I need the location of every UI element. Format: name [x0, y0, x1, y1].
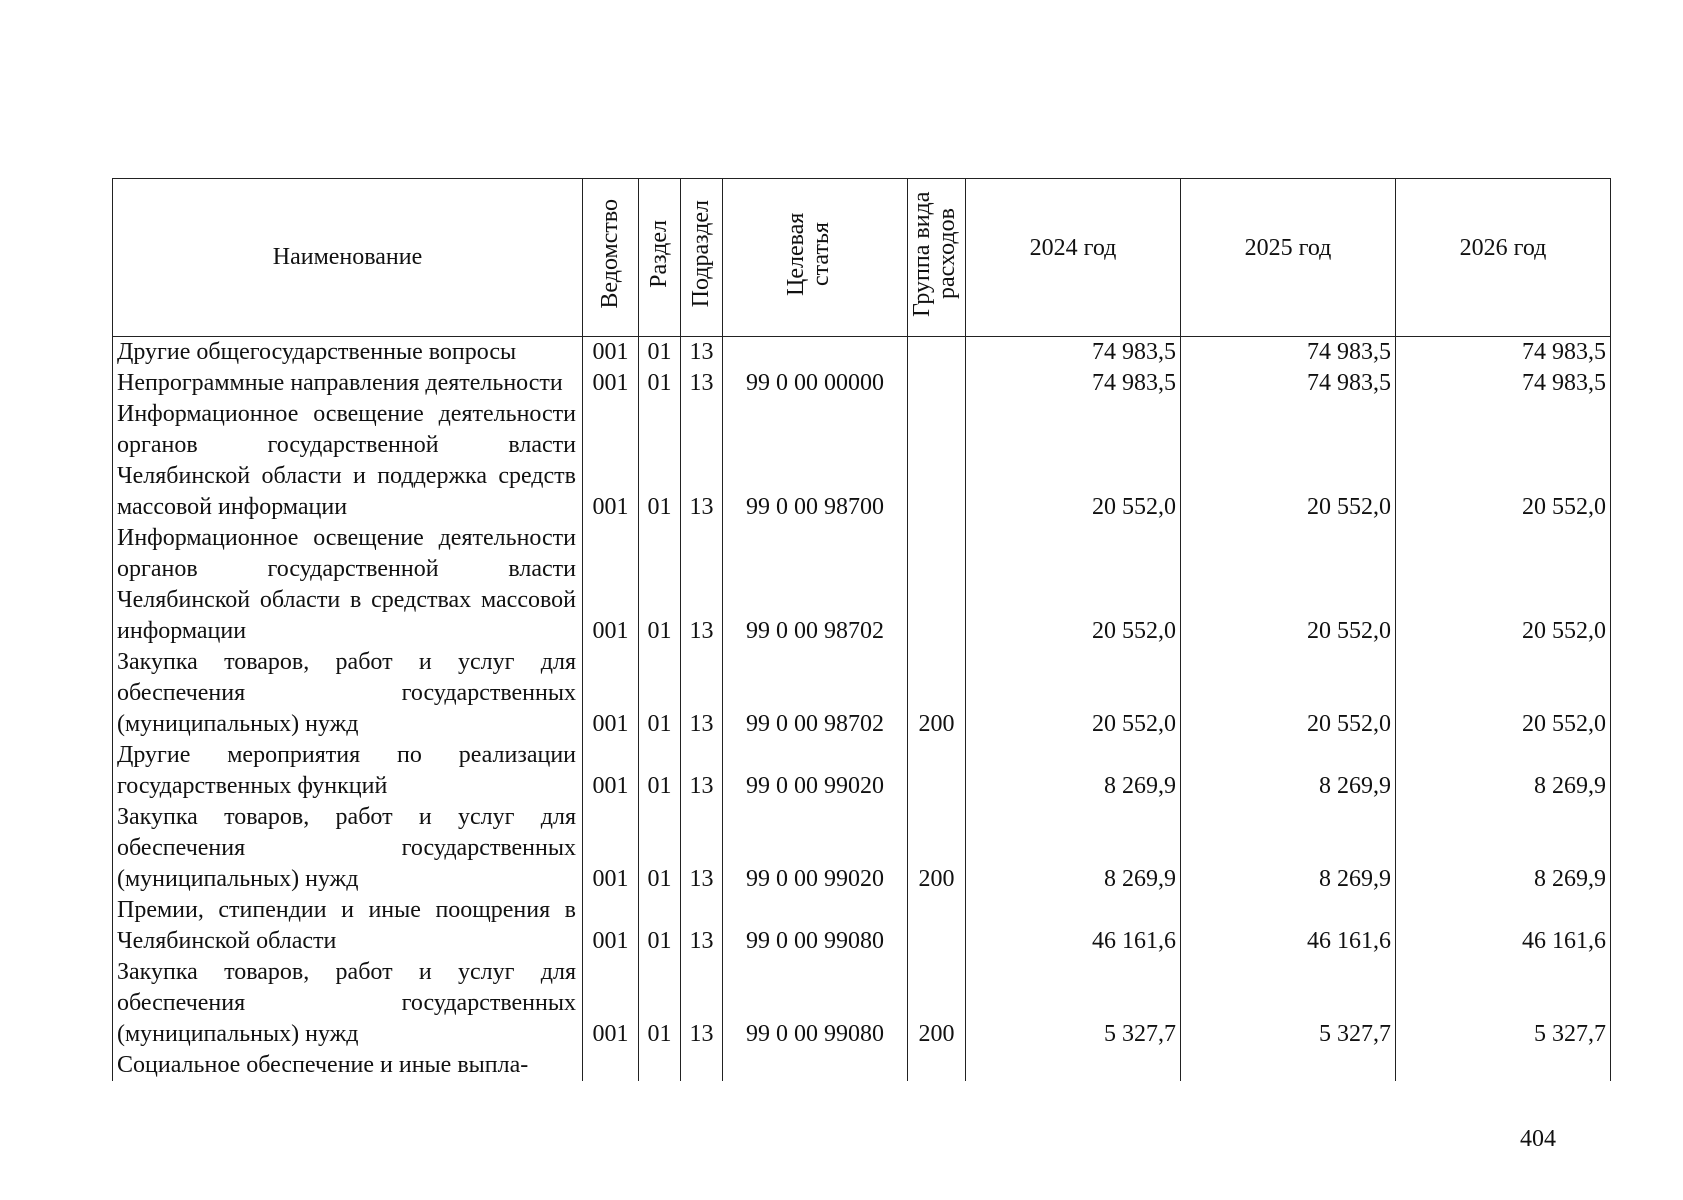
- row-value-2025: 74 983,5: [1181, 337, 1396, 369]
- row-name: Закупка товаров, работ и услуг для обеспечения государственных (муниципальных) нужд: [113, 647, 583, 740]
- row-department: 001: [583, 740, 639, 802]
- row-target-article: 99 0 00 99020: [723, 740, 908, 802]
- row-department: 001: [583, 368, 639, 399]
- row-department: 001: [583, 802, 639, 895]
- header-year-2026: 2026 год: [1396, 179, 1611, 337]
- row-subsection: [681, 1050, 723, 1081]
- header-year-2025: 2025 год: [1181, 179, 1396, 337]
- row-value-2026: 74 983,5: [1396, 368, 1611, 399]
- table-row: [113, 740, 1611, 802]
- row-value-2026: 20 552,0: [1396, 399, 1611, 523]
- row-section: 01: [639, 647, 681, 740]
- row-department: 001: [583, 523, 639, 647]
- row-value-2025: 8 269,9: [1181, 740, 1396, 802]
- row-subsection: 13: [681, 647, 723, 740]
- row-section: 01: [639, 337, 681, 369]
- row-department: 001: [583, 647, 639, 740]
- header-name: Наименование: [113, 179, 583, 337]
- row-expense-group: [908, 337, 966, 369]
- row-name: Непрограммные направления деятельности: [113, 368, 583, 399]
- row-target-article: 99 0 00 99080: [723, 895, 908, 957]
- row-target-article: 99 0 00 99020: [723, 802, 908, 895]
- row-value-2024: 5 327,7: [966, 957, 1181, 1050]
- row-department: 001: [583, 399, 639, 523]
- row-name: Премии, стипендии и иные поощрения в Челябинской области: [113, 895, 583, 957]
- row-value-2024: 74 983,5: [966, 368, 1181, 399]
- row-value-2025: 20 552,0: [1181, 523, 1396, 647]
- row-subsection: 13: [681, 399, 723, 523]
- row-section: [639, 1050, 681, 1081]
- row-name: Информационное освещение деятельности органов государственной власти Челябинской области и поддержка средств массовой информации: [113, 399, 583, 523]
- row-value-2025: 74 983,5: [1181, 368, 1396, 399]
- row-target-article: 99 0 00 98700: [723, 399, 908, 523]
- row-name: Закупка товаров, работ и услуг для обеспечения государственных (муниципальных) нужд: [113, 957, 583, 1050]
- row-value-2024: 46 161,6: [966, 895, 1181, 957]
- table-header-row: [113, 179, 1611, 337]
- table-row: [113, 957, 1611, 1050]
- row-value-2026: 46 161,6: [1396, 895, 1611, 957]
- table-body: [113, 337, 1611, 1082]
- table-row: [113, 399, 1611, 523]
- row-section: 01: [639, 895, 681, 957]
- row-department: 001: [583, 957, 639, 1050]
- row-section: 01: [639, 399, 681, 523]
- row-value-2024: 20 552,0: [966, 523, 1181, 647]
- table-row: [113, 647, 1611, 740]
- row-value-2025: 8 269,9: [1181, 802, 1396, 895]
- row-expense-group: [908, 895, 966, 957]
- header-expense-group: Группа вида расходов: [908, 179, 966, 337]
- row-name: Социальное обеспечение и иные выпла-: [113, 1050, 583, 1081]
- row-section: 01: [639, 523, 681, 647]
- header-year-2024: 2024 год: [966, 179, 1181, 337]
- row-value-2025: 46 161,6: [1181, 895, 1396, 957]
- page-number: 404: [1520, 1126, 1556, 1152]
- row-department: 001: [583, 337, 639, 369]
- row-value-2026: [1396, 1050, 1611, 1081]
- row-value-2026: 8 269,9: [1396, 802, 1611, 895]
- table-row: [113, 1050, 1611, 1081]
- header-target-article: Целевая статья: [723, 179, 908, 337]
- row-expense-group: 200: [908, 957, 966, 1050]
- row-name: Другие общегосударственные вопросы: [113, 337, 583, 369]
- row-value-2025: [1181, 1050, 1396, 1081]
- row-target-article: 99 0 00 00000: [723, 368, 908, 399]
- row-section: 01: [639, 802, 681, 895]
- row-expense-group: [908, 523, 966, 647]
- table-row: [113, 895, 1611, 957]
- row-expense-group: [908, 399, 966, 523]
- row-value-2026: 74 983,5: [1396, 337, 1611, 369]
- row-name: Информационное освещение деятельности органов государственной власти Челябинской области в средствах массовой информации: [113, 523, 583, 647]
- row-subsection: 13: [681, 523, 723, 647]
- row-value-2024: 20 552,0: [966, 399, 1181, 523]
- row-subsection: 13: [681, 337, 723, 369]
- row-value-2026: 20 552,0: [1396, 523, 1611, 647]
- row-target-article: 99 0 00 98702: [723, 523, 908, 647]
- row-expense-group: [908, 368, 966, 399]
- row-expense-group: [908, 740, 966, 802]
- row-value-2024: 20 552,0: [966, 647, 1181, 740]
- row-value-2025: 5 327,7: [1181, 957, 1396, 1050]
- row-value-2026: 20 552,0: [1396, 647, 1611, 740]
- row-expense-group: [908, 1050, 966, 1081]
- row-subsection: 13: [681, 895, 723, 957]
- row-subsection: 13: [681, 368, 723, 399]
- row-subsection: 13: [681, 740, 723, 802]
- row-target-article: [723, 337, 908, 369]
- row-expense-group: 200: [908, 647, 966, 740]
- table-row: [113, 368, 1611, 399]
- budget-table: [112, 178, 1611, 1081]
- row-value-2025: 20 552,0: [1181, 647, 1396, 740]
- row-name: Другие мероприятия по реализации государственных функций: [113, 740, 583, 802]
- row-name: Закупка товаров, работ и услуг для обеспечения государственных (муниципальных) нужд: [113, 802, 583, 895]
- row-target-article: [723, 1050, 908, 1081]
- table-row: [113, 337, 1611, 369]
- header-section: Раздел: [639, 179, 681, 337]
- row-value-2024: 8 269,9: [966, 740, 1181, 802]
- row-subsection: 13: [681, 957, 723, 1050]
- row-value-2024: 8 269,9: [966, 802, 1181, 895]
- row-expense-group: 200: [908, 802, 966, 895]
- row-section: 01: [639, 957, 681, 1050]
- table-row: [113, 523, 1611, 647]
- row-value-2024: 74 983,5: [966, 337, 1181, 369]
- row-subsection: 13: [681, 802, 723, 895]
- header-subsection: Подраздел: [681, 179, 723, 337]
- row-target-article: 99 0 00 98702: [723, 647, 908, 740]
- row-department: [583, 1050, 639, 1081]
- row-department: 001: [583, 895, 639, 957]
- header-department: Ведомство: [583, 179, 639, 337]
- row-value-2025: 20 552,0: [1181, 399, 1396, 523]
- table-row: [113, 802, 1611, 895]
- row-value-2024: [966, 1050, 1181, 1081]
- row-section: 01: [639, 740, 681, 802]
- row-section: 01: [639, 368, 681, 399]
- row-value-2026: 5 327,7: [1396, 957, 1611, 1050]
- row-target-article: 99 0 00 99080: [723, 957, 908, 1050]
- row-value-2026: 8 269,9: [1396, 740, 1611, 802]
